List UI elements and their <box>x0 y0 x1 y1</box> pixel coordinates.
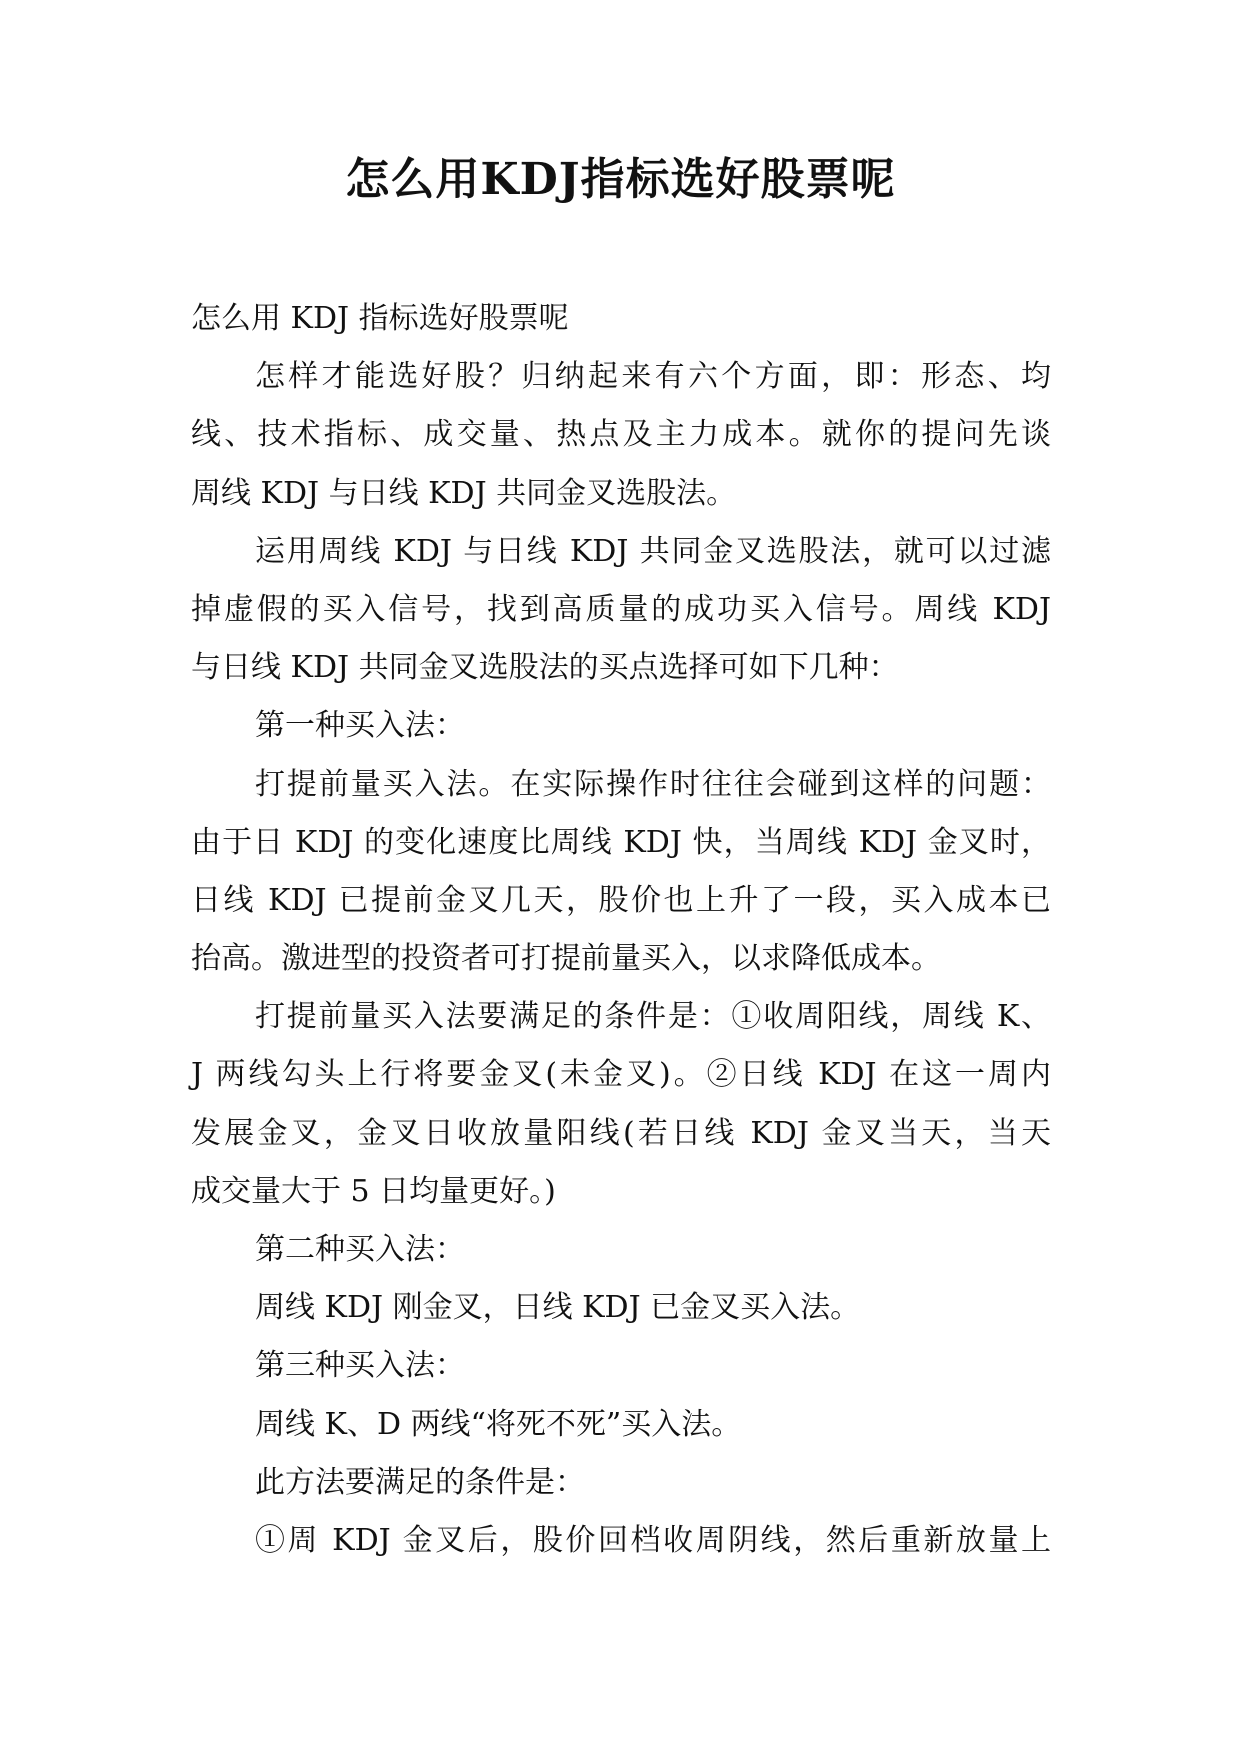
text-line: 打提前量买入法要满足的条件是：①收周阳线，周线 K、 <box>255 999 1051 1035</box>
text-line: J 两线勾头上行将要金叉(未金叉)。②日线 KDJ 在这一周内 <box>191 1057 1051 1093</box>
text-line: 打提前量买入法。在实际操作时往往会碰到这样的问题： <box>255 766 1051 802</box>
text-line: 第三种买入法： <box>255 1348 465 1384</box>
document-body <box>191 290 1051 1570</box>
text-line: 周线 KDJ 与日线 KDJ 共同金叉选股法。 <box>191 475 737 511</box>
text-line: 与日线 KDJ 共同金叉选股法的买点选择可如下几种： <box>191 650 899 686</box>
text-line: 怎样才能选好股？归纳起来有六个方面，即：形态、均 <box>255 359 1051 395</box>
text-line: 怎么用 KDJ 指标选好股票呢 <box>191 301 569 336</box>
text-line: 发展金叉，金叉日收放量阳线(若日线 KDJ 金叉当天，当天 <box>191 1115 1051 1151</box>
text-line: 线、技术指标、成交量、热点及主力成本。就你的提问先谈 <box>191 417 1051 453</box>
text-line: 周线 K、D 两线“将死不死”买入法。 <box>255 1406 742 1442</box>
text-line: 周线 KDJ 刚金叉，日线 KDJ 已金叉买入法。 <box>255 1290 861 1326</box>
text-line: 掉虚假的买入信号，找到高质量的成功买入信号。周线 KDJ <box>191 591 1051 627</box>
document-title: 怎么用KDJ指标选好股票呢 <box>345 154 896 205</box>
text-line: 第二种买入法： <box>255 1232 465 1267</box>
text-line: 成交量大于 5 日均量更好。) <box>191 1173 556 1209</box>
text-line: 此方法要满足的条件是： <box>255 1464 585 1500</box>
text-line: 由于日 KDJ 的变化速度比周线 KDJ 快，当周线 KDJ 金叉时， <box>191 824 1051 860</box>
text-line: 抬高。激进型的投资者可打提前量买入，以求降低成本。 <box>191 941 941 977</box>
text-line: 第一种买入法： <box>255 708 465 744</box>
text-line: ①周 KDJ 金叉后，股价回档收周阴线，然后重新放量上 <box>255 1522 1051 1558</box>
text-line: 日线 KDJ 已提前金叉几天，股价也上升了一段，买入成本已 <box>191 882 1051 918</box>
text-line: 运用周线 KDJ 与日线 KDJ 共同金叉选股法，就可以过滤 <box>255 533 1051 569</box>
